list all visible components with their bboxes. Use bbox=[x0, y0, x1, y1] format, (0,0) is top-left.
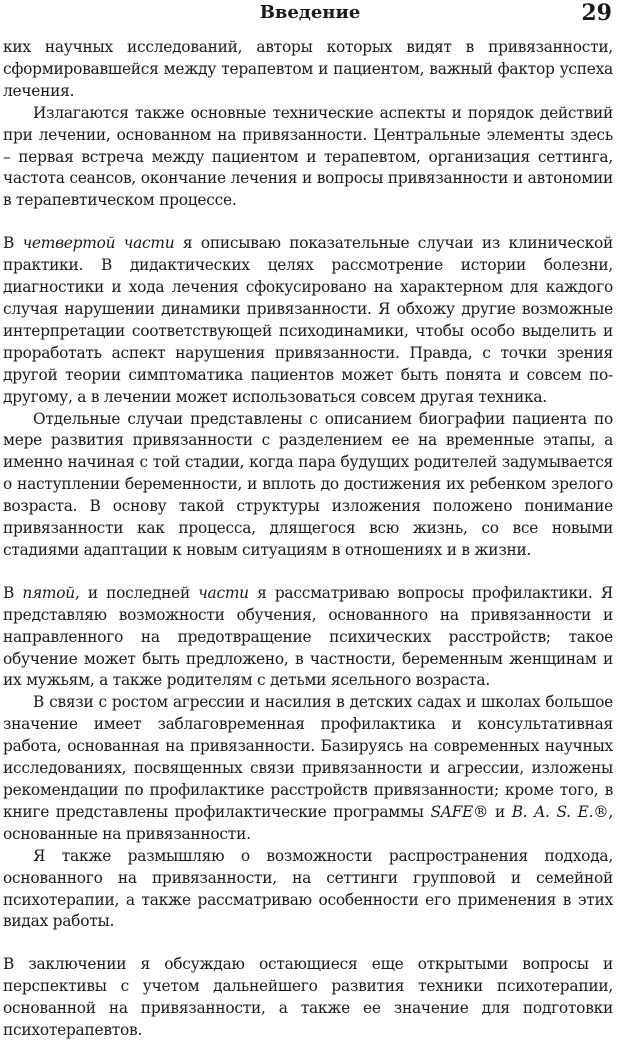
paragraph-conclusion bbox=[3, 954, 613, 1042]
paragraph-text: ких научных исследований, авторы которых видят в привязанности, сформировавшейся между терапевтом и пациентом, важный фактор успеха лечения. bbox=[3, 38, 613, 100]
paragraph-text: я описываю показательные случаи из клинической практики. В дидактических целях рассмотрение истории болезни, диагностики и хода лечения сфокусировано на характерном для каждого случая нарушении динамики привязанности. Я обхожу другие возможные интерпретации соответствующей психодинамики, чтобы особо выделить и проработать аспект нарушения привязанности. Правда, с точки зрения другой теории симптоматика пациентов может быть понята и совсем по-другому, а в лечении может использоваться совсем другая техника. bbox=[3, 234, 613, 406]
body-text bbox=[3, 37, 613, 1042]
paragraph-group-family bbox=[3, 846, 613, 934]
paragraph-text: ® и bbox=[473, 802, 512, 821]
paragraph-continuation bbox=[3, 37, 613, 103]
section-title: Введение bbox=[259, 2, 361, 23]
paragraph-text: Отдельные случаи представлены с описанием биографии пациента по мере развития привязанности с разделением ее на временные этапы, а именно начиная с той стадии, когда пара будущих родителей задумывается о наступлении беременности, и вплоть до достижения их ребенком зрелого возраста. В основу такой структуры изложения положено понимание привязанности как процесса, длящегося всю жизнь, со все новыми стадиями адаптации к новым ситуациям в отношениях и в жизни. bbox=[3, 409, 613, 559]
emphasis-fifth: пятой bbox=[22, 583, 75, 602]
paragraph-text: В связи с ростом агрессии и насилия в детских садах и школах большое значение имеет заблаговременная профилактика и консультативная работа, основанная на привязанности. Базируясь на современных научных исследованиях, посвященных связи привязанности и агрессии, изложены рекомендации по профилактике расстройств привязанности; кроме того, в книге представлены профилактические программы bbox=[3, 693, 613, 821]
paragraph-text: ®, основанные на привязанности. bbox=[3, 802, 614, 843]
paragraph-text: В bbox=[3, 583, 23, 602]
page-number: 29 bbox=[581, 0, 612, 26]
paragraph-prevention-programs bbox=[3, 692, 613, 845]
paragraph-case-structure bbox=[3, 409, 613, 562]
paragraph-text: Я также размышляю о возможности распространения подхода, основанного на привязанности, на сеттинги групповой и семейной психотерапии, а также рассматриваю особенности его применения в этих видах работы. bbox=[3, 846, 613, 931]
paragraph-text: Излагаются также основные технические аспекты и порядок действий при лечении, основанном на привязанности. Центральные элементы здесь – первая встреча между пациентом и терапевтом, организация сеттинга, частота сеансов, окончание лечения и вопросы привязанности и автономии в терапевтическом процессе. bbox=[3, 103, 613, 210]
paragraph-text: я рассматриваю вопросы профилактики. Я представляю возможности обучения, основанного на привязанности и направленного на предотвращение психических расстройств; такое обучение может быть предложено, в частности, беременным женщинам и их мужьям, а также родителям с детьми ясельного возраста. bbox=[3, 583, 613, 690]
emphasis-part: части bbox=[198, 583, 249, 602]
paragraph-text: В заключении я обсуждаю остающиеся еще открытыми вопросы и перспективы с учетом дальнейшего развития техники психотерапии, основанной на привязанности, а также ее значение для подготовки психотерапевтов. bbox=[3, 955, 613, 1040]
program-name-safe: SAFE bbox=[430, 802, 474, 821]
running-header bbox=[0, 0, 620, 34]
paragraph-technical-aspects bbox=[3, 103, 613, 213]
paragraph-text: , и последней bbox=[74, 583, 199, 602]
paragraph-text: В bbox=[3, 234, 23, 253]
paragraph-part-four bbox=[3, 233, 613, 408]
emphasis-part-four: четвертой части bbox=[22, 234, 175, 253]
paragraph-part-five bbox=[3, 583, 613, 693]
program-name-base: B. A. S. E. bbox=[511, 802, 594, 821]
